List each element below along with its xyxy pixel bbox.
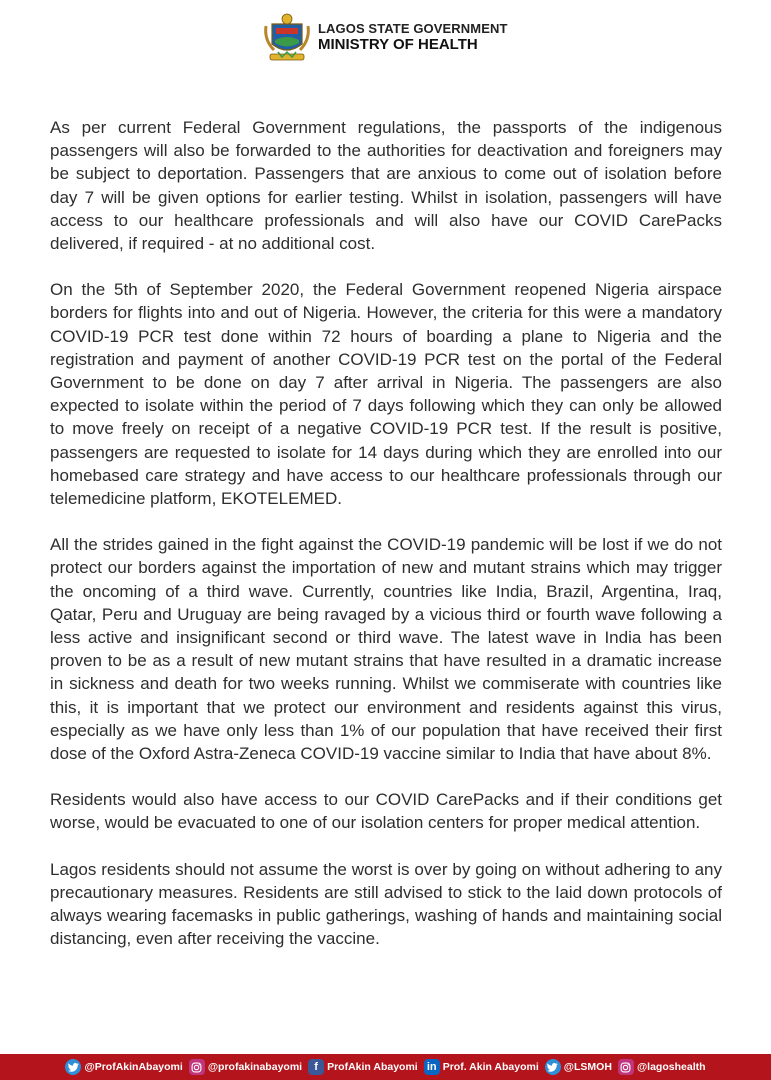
paragraph-4: Residents would also have access to our COVID CarePacks and if their conditions get worse, would be evacuated to one of our isolation centers for proper medical attention.	[50, 790, 722, 833]
linkedin-icon: in	[424, 1059, 440, 1075]
twitter-icon	[545, 1059, 561, 1075]
paragraph-3: All the strides gained in the fight against the COVID-19 pandemic will be lost if we do not protect our borders against the importation of new and mutant strains which may trigger the oncoming of a third wave. Currently, countries like India, Brazil, Argentina, Iraq, Qatar, Peru and Uruguay are being ravaged by a vicious third or fourth wave following a less active and insignificant second or third wave. The latest wave in India has been proven to be as a result of new mutant strains that have resulted in a dramatic increase in sickness and death for two weeks running. Whilst we commiserate with countries like this, it is important that we protect our environment and residents against this virus, especially as we have only less than 1% of our population that have received their first dose of the Oxford Astra-Zeneca COVID-19 vaccine similar to India that have about 8%.	[50, 535, 722, 764]
social-handle-text: Prof. Akin Abayomi	[442, 1061, 539, 1073]
footer	[0, 1050, 771, 1080]
twitter-icon	[65, 1059, 81, 1075]
social-handle-facebook-prof[interactable]	[308, 1059, 418, 1075]
instagram-icon	[189, 1059, 205, 1075]
letter-body	[50, 116, 722, 974]
social-handle-text: @profakinabayomi	[207, 1061, 303, 1073]
social-handle-instagram-prof[interactable]	[189, 1059, 302, 1075]
social-handle-instagram-lagoshealth[interactable]	[618, 1059, 706, 1075]
social-handle-text: @ProfAkinAbayomi	[84, 1061, 183, 1073]
social-bar	[0, 1054, 771, 1080]
social-handle-text: @LSMOH	[563, 1061, 612, 1073]
paragraph-2: On the 5th of September 2020, the Federal Government reopened Nigeria airspace borders for flights into and out of Nigeria. However, the criteria for this were a mandatory COVID-19 PCR test done within 72 hours of boarding a plane to Nigeria and the registration and payment of another COVID-19 PCR test on the portal of the Federal Government to be done on day 7 after arrival in Nigeria. The passengers are also expected to isolate within the period of 7 days following which they can only be allowed to move freely on receipt of a negative COVID-19 PCR test. If the result is positive, passengers are requested to isolate for 14 days during which they are enrolled into our homebased care strategy and have access to our healthcare professionals through our telemedicine platform, EKOTELEMED.	[50, 280, 722, 509]
instagram-icon	[618, 1059, 634, 1075]
facebook-icon: f	[308, 1059, 324, 1075]
paragraph-1: As per current Federal Government regulations, the passports of the indigenous passengers will also be forwarded to the authorities for deactivation and foreigners may be subject to deportation. Passengers that are anxious to come out of isolation before day 7 will be given options for earlier testing. Whilst in isolation, passengers will have access to our healthcare professionals and will also have our COVID CarePacks delivered, if required - at no additional cost.	[50, 118, 722, 254]
social-handle-text: ProfAkin Abayomi	[327, 1061, 418, 1073]
letterhead	[262, 10, 508, 64]
coat-of-arms-icon	[262, 10, 312, 64]
paragraph-5: Lagos residents should not assume the worst is over by going on without adhering to any precautionary measures. Residents are still advised to stick to the laid down protocols of always wearing facemasks in public gatherings, washing of hands and maintaining social distancing, even after receiving the vaccine.	[50, 859, 722, 949]
social-handle-twitter-prof[interactable]	[65, 1059, 182, 1075]
social-handle-twitter-lsmoh[interactable]	[545, 1059, 612, 1075]
social-handle-linkedin-prof[interactable]	[424, 1059, 539, 1075]
government-name: LAGOS STATE GOVERNMENT	[318, 21, 508, 36]
ministry-name: MINISTRY OF HEALTH	[318, 36, 478, 53]
social-handle-text: @lagoshealth	[636, 1061, 706, 1073]
